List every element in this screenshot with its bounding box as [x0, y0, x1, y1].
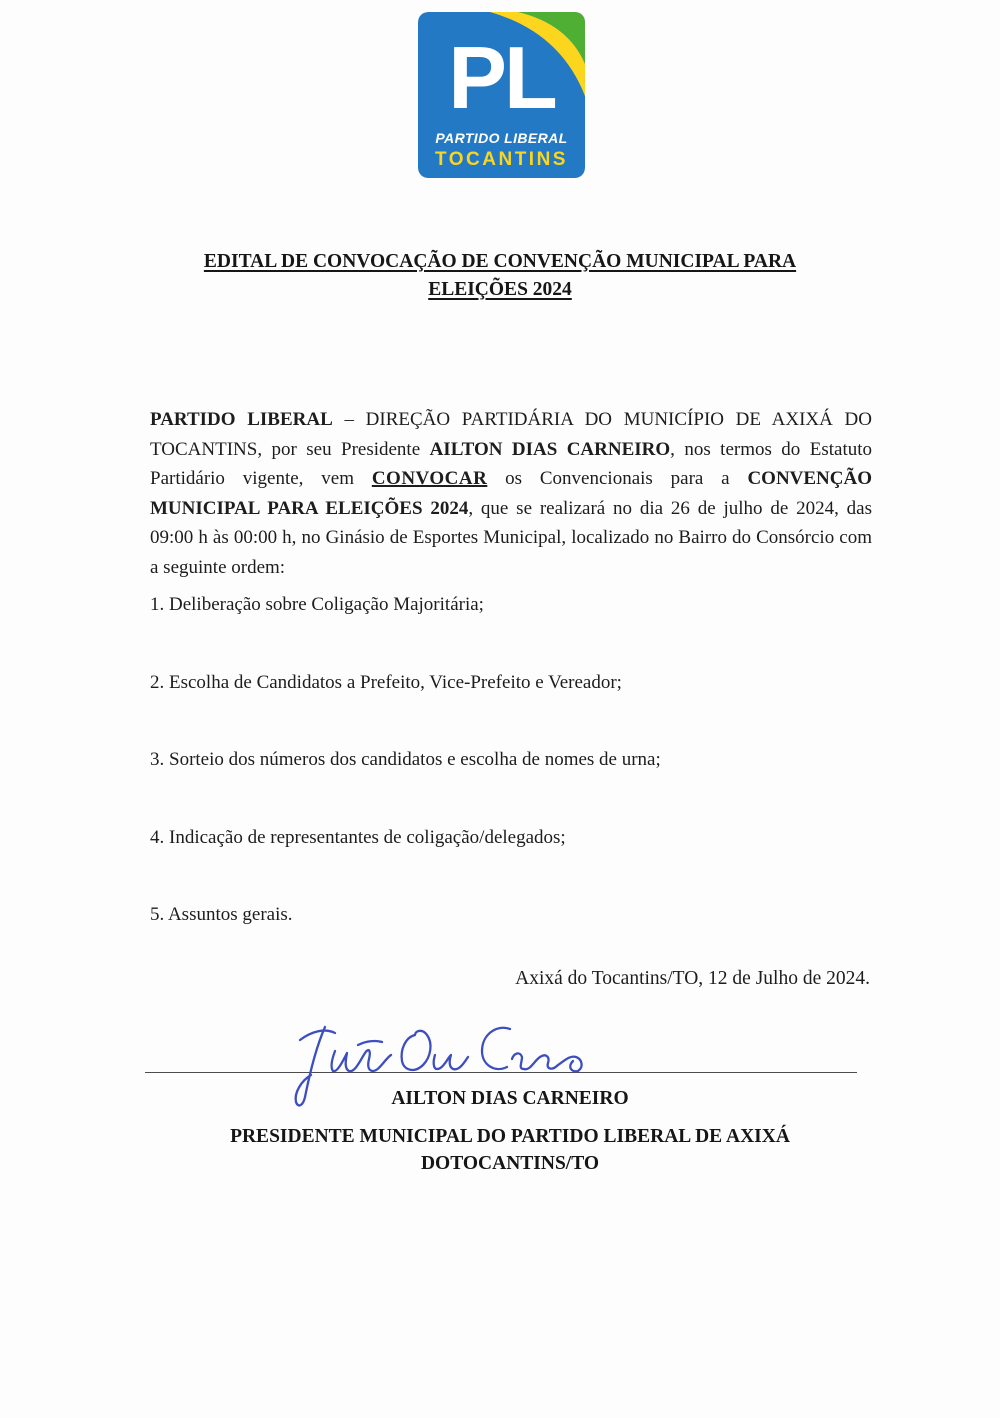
- agenda-item-4: 4. Indicação de representantes de coligação/delegados;: [150, 826, 566, 848]
- paragraph-segment: PARTIDO LIBERAL: [150, 409, 333, 430]
- signer-role-line1: PRESIDENTE MUNICIPAL DO PARTIDO LIBERAL DE AXIXÁ: [230, 1126, 790, 1147]
- paragraph-segment: AILTON DIAS CARNEIRO: [429, 438, 671, 460]
- logo-state-name: TOCANTINS: [435, 149, 568, 170]
- signer-name: AILTON DIAS CARNEIRO: [391, 1088, 629, 1109]
- paragraph-segment: , nos termos do Estatuto Partidário vigente, vem: [150, 438, 872, 489]
- agenda-item-5: 5. Assuntos gerais.: [150, 904, 293, 925]
- paragraph-segment: – DIREÇÃO PARTIDÁRIA DO MUNICÍPIO DE AXIXÁ DO TOCANTINS, por seu Presidente: [150, 409, 872, 460]
- agenda-item-2: 2. Escolha de Candidatos a Prefeito, Vice-Prefeito e Vereador;: [150, 671, 622, 693]
- logo-party-name: PARTIDO LIBERAL: [435, 130, 568, 146]
- paragraph-segment: os Convencionais para a: [487, 468, 748, 489]
- agenda-item-1: 1. Deliberação sobre Coligação Majoritária;: [150, 594, 484, 615]
- document-title-line2: ELEIÇÕES 2024: [428, 279, 572, 300]
- body-paragraph: [150, 405, 872, 582]
- paragraph-segment: CONVOCAR: [371, 468, 488, 489]
- signer-role-line2: DOTOCANTINS/TO: [420, 1153, 600, 1174]
- place-and-date: Axixá do Tocantins/TO, 12 de Julho de 2024.: [515, 968, 870, 989]
- agenda-list: [150, 590, 890, 978]
- agenda-item-3: 3. Sorteio dos números dos candidatos e escolha de nomes de urna;: [150, 749, 661, 770]
- document-title-line1: EDITAL DE CONVOCAÇÃO DE CONVENÇÃO MUNICIPAL PARA: [203, 251, 797, 272]
- paragraph-segment: CONVENÇÃO MUNICIPAL PARA ELEIÇÕES 2024: [150, 468, 872, 519]
- document-title: [0, 248, 1000, 304]
- pl-party-logo: [418, 12, 585, 178]
- paragraph-segment: , que se realizará no dia 26 de julho de 2024, das 09:00 h às 00:00 h, no Ginásio de Esportes Municipal, localizado no Bairro do Consórcio com a seguinte ordem:: [150, 497, 872, 578]
- logo-initials: PL: [448, 28, 555, 127]
